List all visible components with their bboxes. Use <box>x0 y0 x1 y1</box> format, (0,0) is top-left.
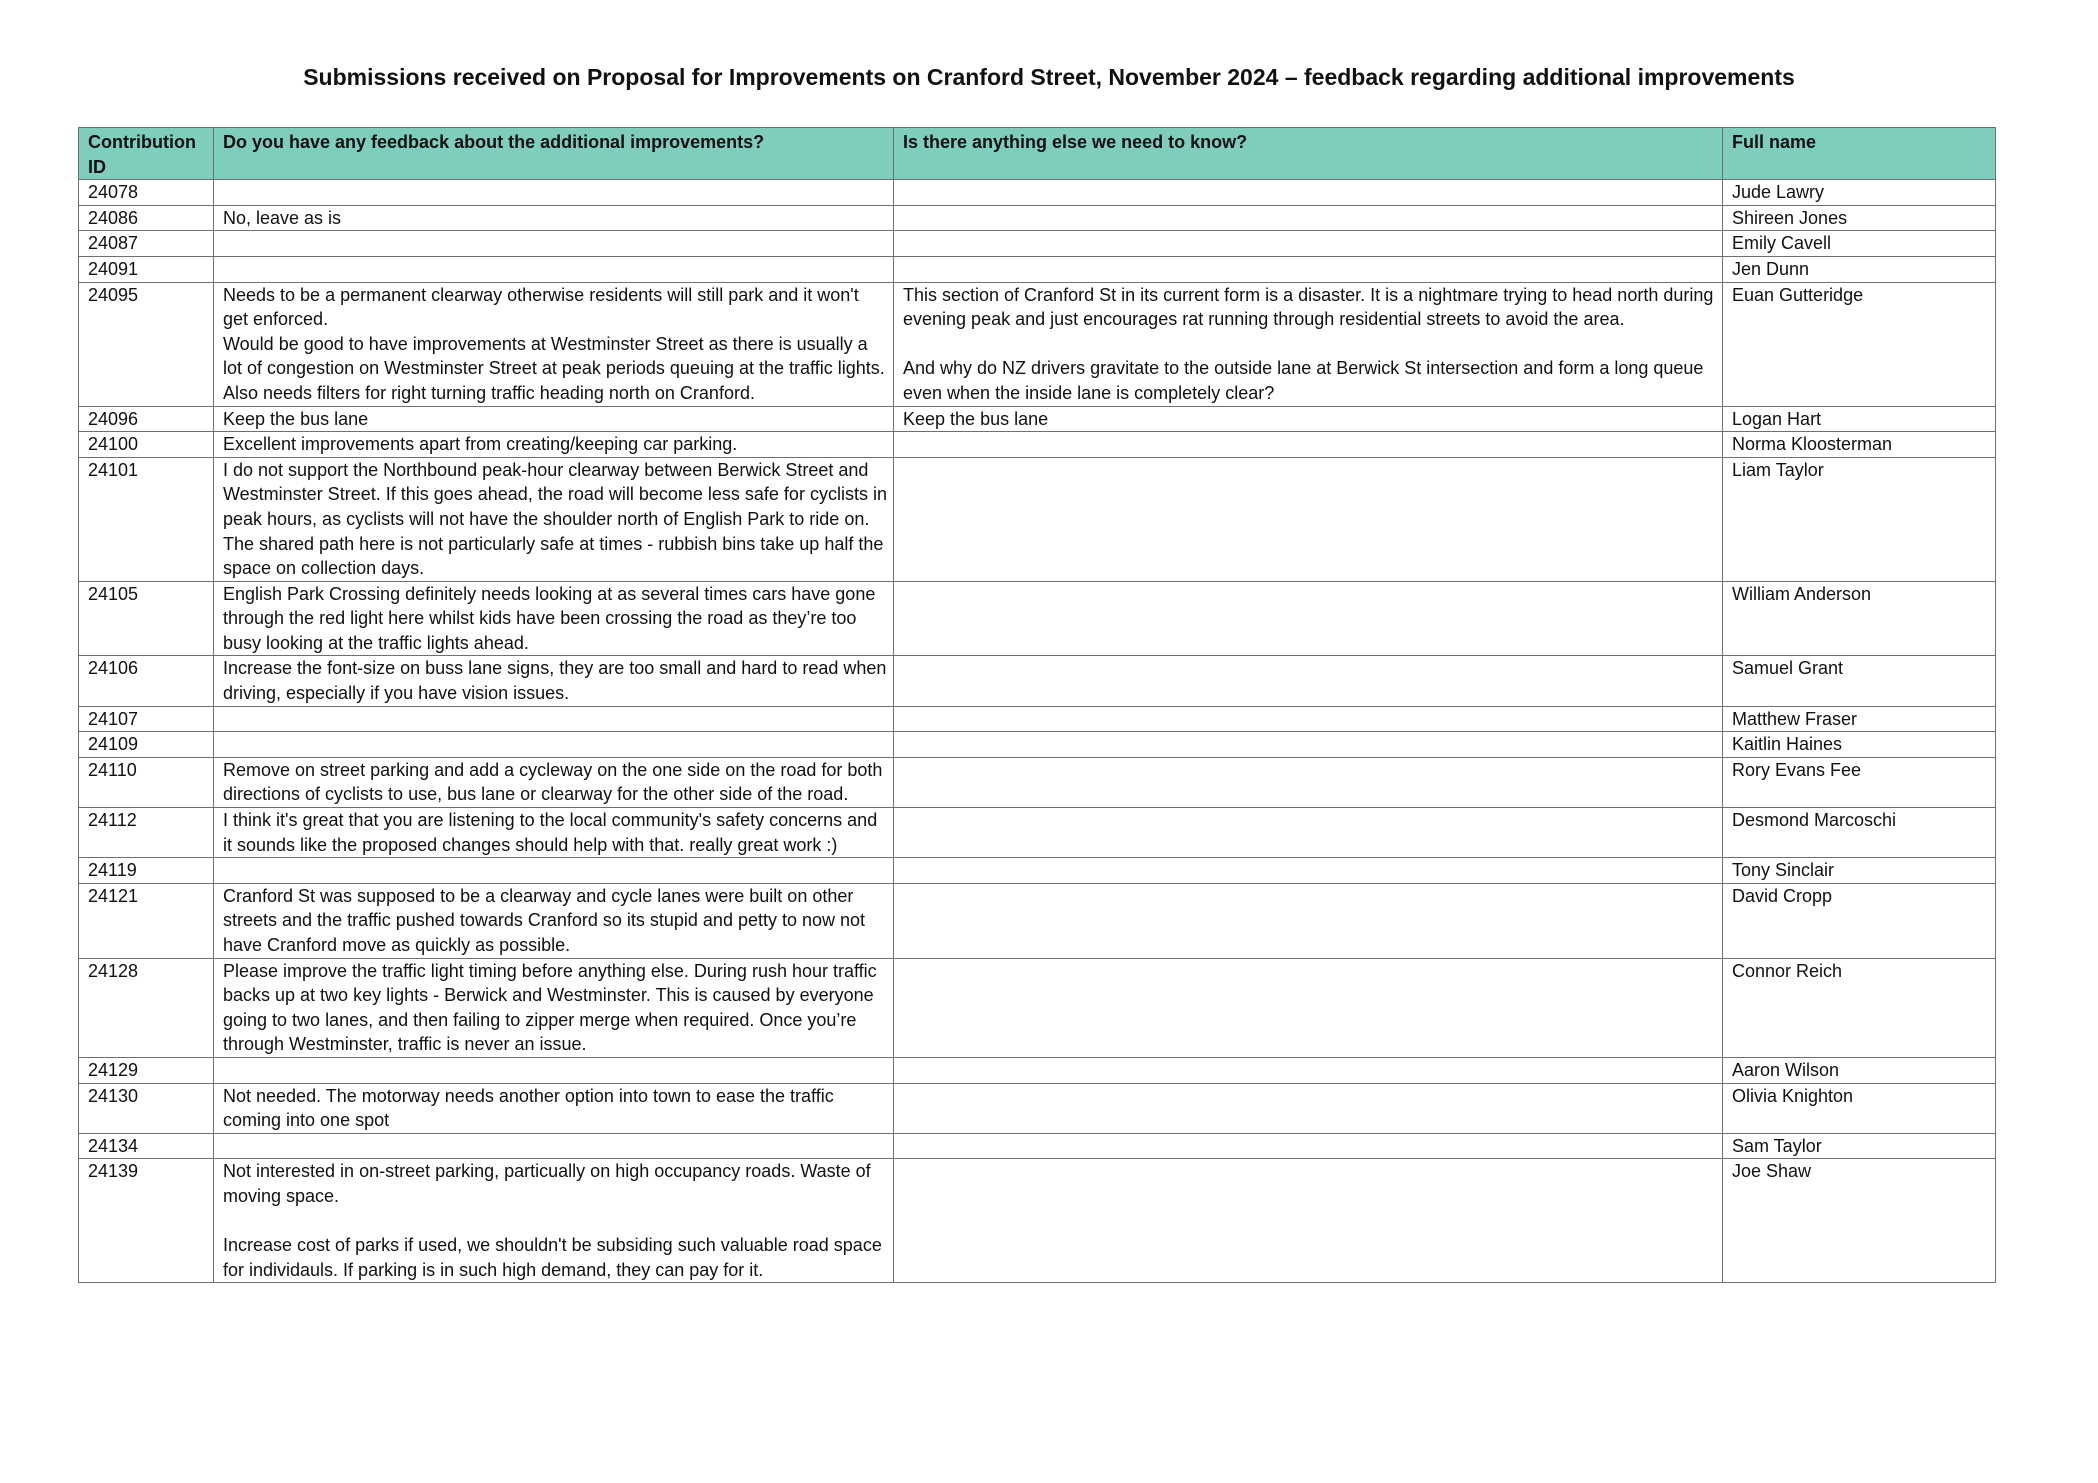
cell-contribution-id: 24091 <box>79 256 214 282</box>
table-row <box>79 1083 1996 1133</box>
cell-anything-else <box>894 581 1723 656</box>
cell-contribution-id: 24087 <box>79 231 214 257</box>
cell-contribution-id: 24095 <box>79 282 214 406</box>
cell-contribution-id: 24139 <box>79 1159 214 1283</box>
cell-full-name: Emily Cavell <box>1723 231 1996 257</box>
cell-full-name: Euan Gutteridge <box>1723 282 1996 406</box>
cell-feedback: Keep the bus lane <box>214 406 894 432</box>
cell-anything-else <box>894 256 1723 282</box>
cell-contribution-id: 24110 <box>79 757 214 807</box>
cell-contribution-id: 24107 <box>79 706 214 732</box>
cell-anything-else <box>894 706 1723 732</box>
table-row <box>79 656 1996 706</box>
table-row <box>79 1159 1996 1283</box>
table-row <box>79 706 1996 732</box>
cell-full-name: Jen Dunn <box>1723 256 1996 282</box>
table-row <box>79 757 1996 807</box>
cell-full-name: Rory Evans Fee <box>1723 757 1996 807</box>
table-row <box>79 1057 1996 1083</box>
cell-anything-else <box>894 180 1723 206</box>
cell-anything-else <box>894 757 1723 807</box>
table-body <box>79 180 1996 1283</box>
cell-full-name: Jude Lawry <box>1723 180 1996 206</box>
cell-full-name: Matthew Fraser <box>1723 706 1996 732</box>
cell-anything-else: Keep the bus lane <box>894 406 1723 432</box>
table-row <box>79 180 1996 206</box>
cell-contribution-id: 24100 <box>79 432 214 458</box>
document-title: Submissions received on Proposal for Improvements on Cranford Street, November 2024 – feedback regarding additional improvements <box>303 64 1795 90</box>
cell-feedback: Excellent improvements apart from creating/keeping car parking. <box>214 432 894 458</box>
cell-feedback: No, leave as is <box>214 205 894 231</box>
cell-anything-else <box>894 732 1723 758</box>
table-row <box>79 883 1996 958</box>
cell-anything-else <box>894 1159 1723 1283</box>
table-row <box>79 282 1996 406</box>
column-header-anything-else: Is there anything else we need to know? <box>894 128 1723 180</box>
cell-feedback: I think it's great that you are listening to the local community's safety concerns and it sounds like the proposed changes should help with that. really great work :) <box>214 808 894 858</box>
table-row <box>79 1133 1996 1159</box>
cell-anything-else: This section of Cranford St in its current form is a disaster. It is a nightmare trying to head north during evening peak and just encourages rat running through residential streets to avoid the area. And why do NZ drivers gravitate to the outside lane at Berwick St intersection and form a long queue even when the inside lane is completely clear? <box>894 282 1723 406</box>
column-header-contribution-id: Contribution ID <box>79 128 214 180</box>
cell-anything-else <box>894 883 1723 958</box>
cell-full-name: Logan Hart <box>1723 406 1996 432</box>
cell-anything-else <box>894 1057 1723 1083</box>
table-row <box>79 231 1996 257</box>
cell-anything-else <box>894 457 1723 581</box>
table-row <box>79 858 1996 884</box>
cell-feedback: Please improve the traffic light timing before anything else. During rush hour traffic backs up at two key lights - Berwick and Westminster. This is caused by everyone going to two lanes, and then failing to zipper merge when required. Once you’re through Westminster, traffic is never an issue. <box>214 958 894 1057</box>
cell-contribution-id: 24128 <box>79 958 214 1057</box>
cell-feedback <box>214 732 894 758</box>
cell-full-name: Sam Taylor <box>1723 1133 1996 1159</box>
column-header-full-name: Full name <box>1723 128 1996 180</box>
cell-feedback <box>214 180 894 206</box>
cell-feedback: I do not support the Northbound peak-hour clearway between Berwick Street and Westminster Street. If this goes ahead, the road will become less safe for cyclists in peak hours, as cyclists will not have the shoulder north of English Park to ride on. The shared path here is not particularly safe at times - rubbish bins take up half the space on collection days. <box>214 457 894 581</box>
table-row <box>79 205 1996 231</box>
cell-full-name: Connor Reich <box>1723 958 1996 1057</box>
cell-anything-else <box>894 432 1723 458</box>
cell-feedback <box>214 1133 894 1159</box>
cell-contribution-id: 24129 <box>79 1057 214 1083</box>
cell-feedback: English Park Crossing definitely needs looking at as several times cars have gone through the red light here whilst kids have been crossing the road as they’re too busy looking at the traffic lights ahead. <box>214 581 894 656</box>
cell-feedback: Cranford St was supposed to be a clearway and cycle lanes were built on other streets and the traffic pushed towards Cranford so its stupid and petty to now not have Cranford move as quickly as possible. <box>214 883 894 958</box>
cell-full-name: Olivia Knighton <box>1723 1083 1996 1133</box>
cell-feedback <box>214 256 894 282</box>
cell-anything-else <box>894 205 1723 231</box>
cell-contribution-id: 24086 <box>79 205 214 231</box>
cell-feedback <box>214 858 894 884</box>
cell-full-name: Shireen Jones <box>1723 205 1996 231</box>
cell-feedback: Not needed. The motorway needs another option into town to ease the traffic coming into one spot <box>214 1083 894 1133</box>
cell-full-name: Liam Taylor <box>1723 457 1996 581</box>
table-row <box>79 256 1996 282</box>
table-row <box>79 432 1996 458</box>
table-row <box>79 732 1996 758</box>
table-row <box>79 457 1996 581</box>
cell-anything-else <box>894 808 1723 858</box>
cell-contribution-id: 24112 <box>79 808 214 858</box>
cell-contribution-id: 24096 <box>79 406 214 432</box>
cell-full-name: Joe Shaw <box>1723 1159 1996 1283</box>
table-row <box>79 406 1996 432</box>
cell-feedback <box>214 1057 894 1083</box>
cell-full-name: Aaron Wilson <box>1723 1057 1996 1083</box>
cell-full-name: Samuel Grant <box>1723 656 1996 706</box>
cell-feedback: Needs to be a permanent clearway otherwise residents will still park and it won't get enforced. Would be good to have improvements at Westminster Street as there is usually a lot of congestion on Westminster Street at peak periods queuing at the traffic lights. Also needs filters for right turning traffic heading north on Cranford. <box>214 282 894 406</box>
cell-contribution-id: 24119 <box>79 858 214 884</box>
cell-contribution-id: 24109 <box>79 732 214 758</box>
cell-feedback: Remove on street parking and add a cycleway on the one side on the road for both directions of cyclists to use, bus lane or clearway for the other side of the road. <box>214 757 894 807</box>
cell-feedback <box>214 231 894 257</box>
cell-contribution-id: 24130 <box>79 1083 214 1133</box>
cell-contribution-id: 24101 <box>79 457 214 581</box>
cell-full-name: David Cropp <box>1723 883 1996 958</box>
cell-contribution-id: 24078 <box>79 180 214 206</box>
table-row <box>79 581 1996 656</box>
cell-contribution-id: 24134 <box>79 1133 214 1159</box>
cell-feedback: Increase the font-size on buss lane signs, they are too small and hard to read when driving, especially if you have vision issues. <box>214 656 894 706</box>
column-header-feedback: Do you have any feedback about the additional improvements? <box>214 128 894 180</box>
cell-contribution-id: 24105 <box>79 581 214 656</box>
cell-anything-else <box>894 1083 1723 1133</box>
cell-contribution-id: 24106 <box>79 656 214 706</box>
cell-full-name: William Anderson <box>1723 581 1996 656</box>
cell-contribution-id: 24121 <box>79 883 214 958</box>
cell-anything-else <box>894 656 1723 706</box>
table-header-row <box>79 128 1996 180</box>
cell-feedback: Not interested in on-street parking, particually on high occupancy roads. Waste of moving space. Increase cost of parks if used, we shouldn't be subsiding such valuable road space for individauls. If parking is in such high demand, they can pay for it. <box>214 1159 894 1283</box>
submissions-table <box>78 127 1996 1283</box>
table-row <box>79 808 1996 858</box>
cell-anything-else <box>894 231 1723 257</box>
cell-anything-else <box>894 1133 1723 1159</box>
cell-full-name: Kaitlin Haines <box>1723 732 1996 758</box>
cell-full-name: Desmond Marcoschi <box>1723 808 1996 858</box>
cell-full-name: Norma Kloosterman <box>1723 432 1996 458</box>
cell-full-name: Tony Sinclair <box>1723 858 1996 884</box>
cell-feedback <box>214 706 894 732</box>
cell-anything-else <box>894 858 1723 884</box>
cell-anything-else <box>894 958 1723 1057</box>
table-row <box>79 958 1996 1057</box>
